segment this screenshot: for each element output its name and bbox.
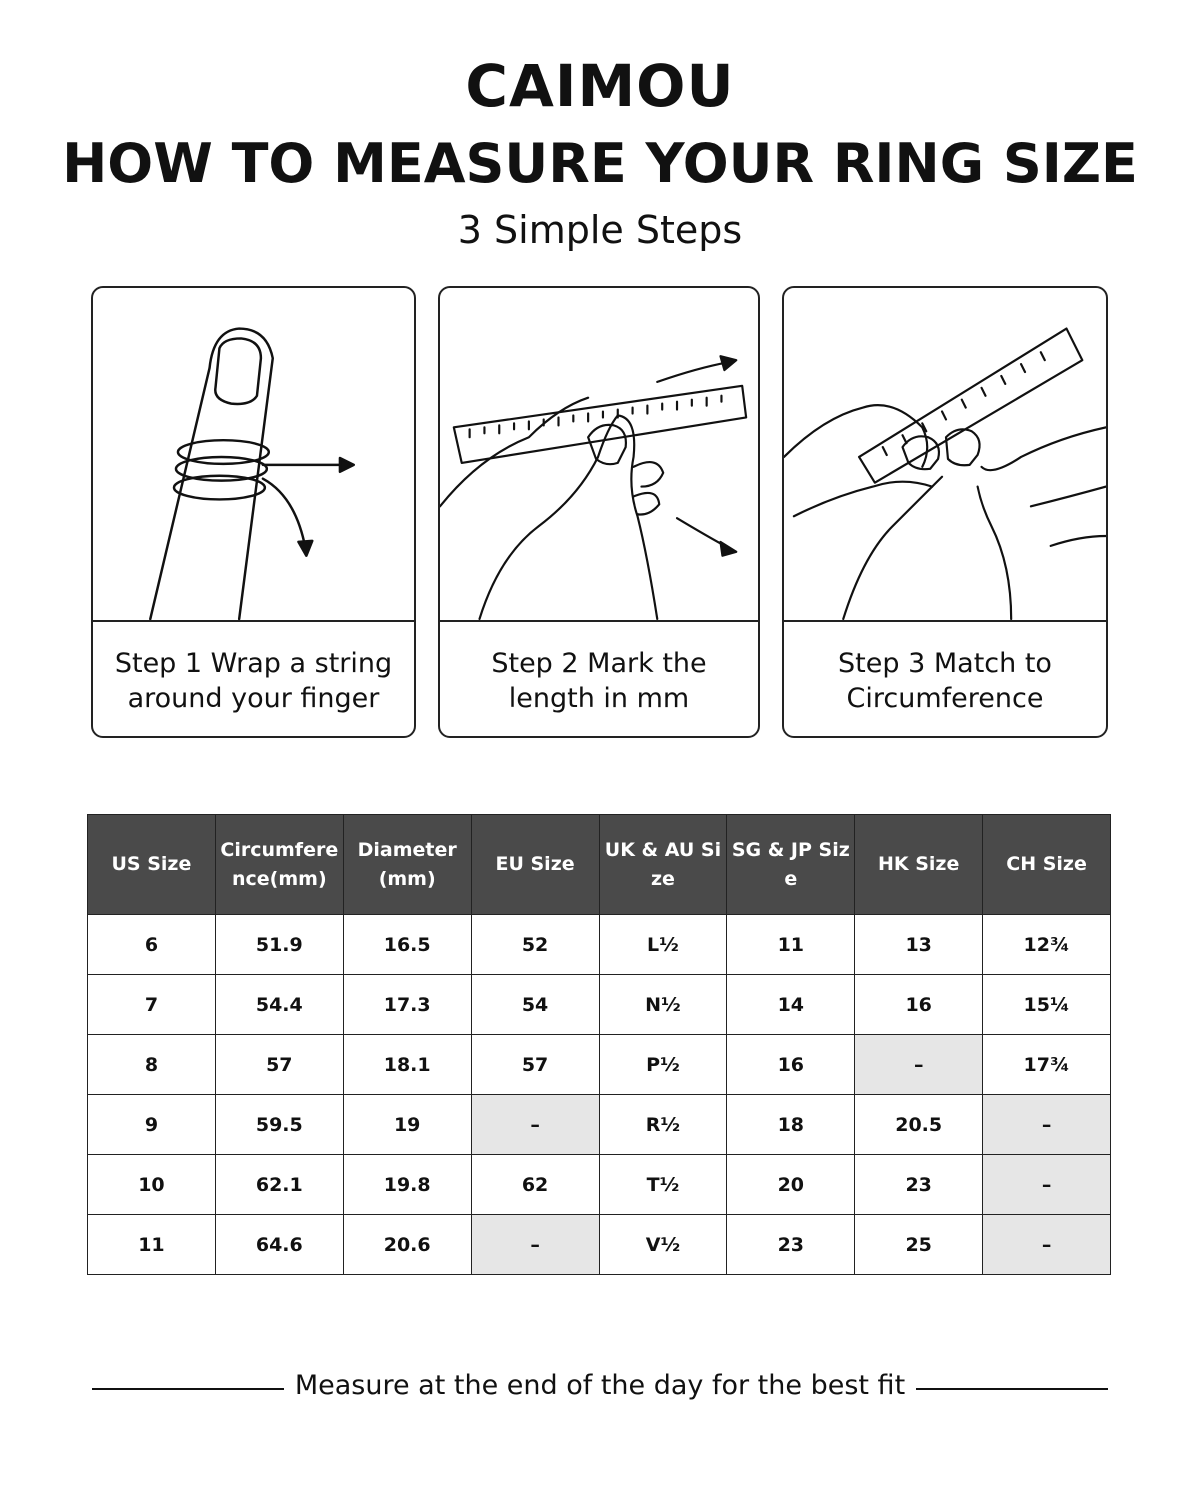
step-3-line-2: Circumference xyxy=(846,683,1044,714)
step-1-line-2: around your finger xyxy=(127,683,380,714)
table-cell: 18 xyxy=(727,1095,855,1155)
table-cell: 11 xyxy=(88,1215,216,1275)
header-us-size: US Size xyxy=(88,815,216,915)
table-cell: T½ xyxy=(599,1155,727,1215)
step-1-line-1: Step 1 Wrap a string xyxy=(114,648,393,679)
table-cell: 19 xyxy=(343,1095,471,1155)
table-cell: P½ xyxy=(599,1035,727,1095)
table-cell: 16 xyxy=(727,1035,855,1095)
table-row xyxy=(88,1215,1111,1275)
step-card-2 xyxy=(438,286,760,738)
table-cell: 17¾ xyxy=(983,1035,1111,1095)
step-3-line-1: Step 3 Match to xyxy=(838,648,1052,679)
table-cell: – xyxy=(471,1215,599,1275)
table-cell: 12¾ xyxy=(983,915,1111,975)
table-cell: 52 xyxy=(471,915,599,975)
table-cell: 62 xyxy=(471,1155,599,1215)
ring-size-table xyxy=(87,814,1111,1275)
step-card-3 xyxy=(782,286,1108,738)
header-uk-au-size: UK & AU Size xyxy=(599,815,727,915)
table-cell: 59.5 xyxy=(215,1095,343,1155)
table-cell: 23 xyxy=(855,1155,983,1215)
table-cell: 23 xyxy=(727,1215,855,1275)
header-hk-size: HK Size xyxy=(855,815,983,915)
brand-logo: CAIMOU xyxy=(465,52,735,120)
header-sg-jp-size: SG & JP Size xyxy=(727,815,855,915)
table-cell: – xyxy=(983,1095,1111,1155)
table-cell: 18.1 xyxy=(343,1035,471,1095)
table-cell: 14 xyxy=(727,975,855,1035)
table-cell: 15¼ xyxy=(983,975,1111,1035)
table-row xyxy=(88,975,1111,1035)
page-subtitle: 3 Simple Steps xyxy=(457,208,743,252)
page-title: HOW TO MEASURE YOUR RING SIZE xyxy=(62,132,1138,195)
table-cell: 6 xyxy=(88,915,216,975)
table-cell: 9 xyxy=(88,1095,216,1155)
step-3-caption xyxy=(784,624,1106,738)
table-row xyxy=(88,1035,1111,1095)
table-cell: 20 xyxy=(727,1155,855,1215)
table-cell: 57 xyxy=(215,1035,343,1095)
table-cell: 64.6 xyxy=(215,1215,343,1275)
hands-ruler-mark-icon xyxy=(440,288,758,622)
footer-divider-right xyxy=(916,1388,1108,1390)
table-cell: – xyxy=(471,1095,599,1155)
table-cell: R½ xyxy=(599,1095,727,1155)
footer-note: Measure at the end of the day for the best fit xyxy=(294,1370,906,1401)
table-cell: 20.5 xyxy=(855,1095,983,1155)
table-cell: V½ xyxy=(599,1215,727,1275)
table-cell: 19.8 xyxy=(343,1155,471,1215)
header-circumference: Circumference(mm) xyxy=(215,815,343,915)
table-cell: 62.1 xyxy=(215,1155,343,1215)
table-cell: 17.3 xyxy=(343,975,471,1035)
step-1-caption xyxy=(93,624,414,738)
table-cell: N½ xyxy=(599,975,727,1035)
table-cell: 16 xyxy=(855,975,983,1035)
step-2-caption xyxy=(440,624,758,738)
table-cell: L½ xyxy=(599,915,727,975)
header-eu-size: EU Size xyxy=(471,815,599,915)
table-cell: 11 xyxy=(727,915,855,975)
table-cell: 16.5 xyxy=(343,915,471,975)
table-row xyxy=(88,915,1111,975)
step-card-1 xyxy=(91,286,416,738)
table-cell: 54.4 xyxy=(215,975,343,1035)
header-diameter: Diameter(mm) xyxy=(343,815,471,915)
table-cell: 7 xyxy=(88,975,216,1035)
table-cell: 25 xyxy=(855,1215,983,1275)
finger-string-icon xyxy=(93,288,414,622)
table-header-row xyxy=(88,815,1111,915)
table-cell: 20.6 xyxy=(343,1215,471,1275)
header-ch-size: CH Size xyxy=(983,815,1111,915)
table-cell: 10 xyxy=(88,1155,216,1215)
table-cell: – xyxy=(983,1215,1111,1275)
step-2-line-1: Step 2 Mark the xyxy=(491,648,707,679)
hands-ruler-match-icon xyxy=(784,288,1106,622)
table-cell: 51.9 xyxy=(215,915,343,975)
step-2-line-2: length in mm xyxy=(508,683,690,714)
table-cell: 57 xyxy=(471,1035,599,1095)
footer-divider-left xyxy=(92,1388,284,1390)
table-cell: – xyxy=(983,1155,1111,1215)
table-row xyxy=(88,1155,1111,1215)
table-cell: 13 xyxy=(855,915,983,975)
table-cell: 8 xyxy=(88,1035,216,1095)
table-cell: – xyxy=(855,1035,983,1095)
table-row xyxy=(88,1095,1111,1155)
table-cell: 54 xyxy=(471,975,599,1035)
